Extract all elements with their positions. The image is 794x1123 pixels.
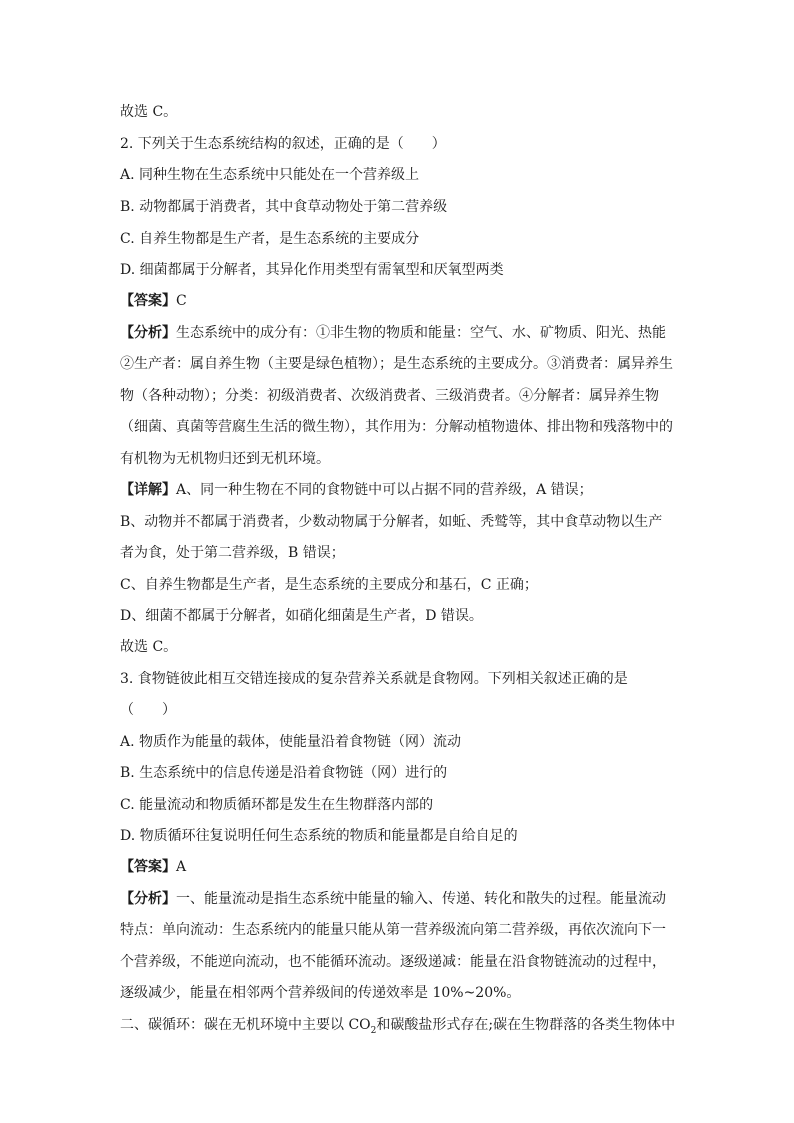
question-2-option-b: B. 动物都属于消费者，其中食草动物处于第二营养级 [120, 199, 448, 215]
question-3-option-a: A. 物质作为能量的载体，使能量沿着食物链（网）流动 [120, 734, 462, 750]
question-2-detail: 者为食，处于第二营养级，B 错误； [120, 545, 345, 561]
section-header: 【答案】 [120, 859, 176, 875]
question-2-answer: 【答案】C [120, 293, 187, 309]
section-header: 【详解】 [120, 482, 176, 498]
question-3-analysis [120, 1016, 680, 1034]
section-header: 【分析】 [120, 325, 176, 341]
question-2-detail: C、自养生物都是生产者，是生态系统的主要成分和基石，C 正确； [120, 577, 538, 593]
question-2-detail: B、动物并不都属于消费者，少数动物属于分解者，如蚯、秃鹫等，其中食草动物以生产 [120, 514, 663, 530]
carbon-cycle-text: 二、碳循环：碳在无机环境中主要以 CO [120, 1017, 371, 1033]
question-3-stem: （ ） [120, 702, 176, 718]
section-header: 【分析】 [120, 891, 176, 907]
question-3-analysis: 特点：单向流动：生态系统内的能量只能从第一营养级流向第二营养级，再依次流向下一 [120, 922, 666, 938]
question-2-stem: 2. 下列关于生态系统结构的叙述，正确的是（ ） [120, 136, 446, 152]
question-2-option-a: A. 同种生物在生态系统中只能处在一个营养级上 [120, 167, 420, 183]
question-2-detail: 【详解】A、同一种生物在不同的食物链中可以占据不同的营养级，A 错误； [120, 482, 593, 498]
question-3-analysis: 【分析】一、能量流动是指生态系统中能量的输入、传递、转化和散失的过程。能量流动 [120, 891, 666, 907]
question-3-answer: 【答案】A [120, 859, 187, 875]
question-2-analysis: （细菌、真菌等营腐生生活的微生物），其作用为：分解动植物遗体、排出物和残落物中的 [120, 419, 673, 435]
question-2-detail: D、细菌不都属于分解者，如硝化细菌是生产者，D 错误。 [120, 608, 483, 624]
question-2-option-d: D. 细菌都属于分解者，其异化作用类型有需氧型和厌氧型两类 [120, 262, 504, 278]
subscript: 2 [370, 1025, 377, 1036]
question-2-analysis: 【分析】生态系统中的成分有：①非生物的物质和能量：空气、水、矿物质、阳光、热能 [120, 325, 666, 341]
carbon-cycle-text: 和碳酸盐形式存在;碳在生物群落的各类生物体中 [376, 1017, 676, 1033]
question-3-analysis: 逐级减少，能量在相邻两个营养级间的传递效率是 10%~20%。 [120, 985, 521, 1001]
question-3-analysis: 个营养级，不能逆向流动，也不能循环流动。逐级递减：能量在沿食物链流动的过程中， [120, 954, 666, 970]
question-3-option-b: B. 生态系统中的信息传递是沿着食物链（网）进行的 [120, 765, 448, 781]
section-header: 【答案】 [120, 293, 176, 309]
choice-conclusion: 故选 C。 [120, 639, 178, 655]
question-3-option-d: D. 物质循环往复说明任何生态系统的物质和能量都是自给自足的 [120, 828, 518, 844]
question-2-option-c: C. 自养生物都是生产者，是生态系统的主要成分 [120, 231, 420, 247]
question-2-analysis: 物（各种动物）；分类：初级消费者、次级消费者、三级消费者。④分解者：属异养生物 [120, 388, 659, 404]
choice-conclusion: 故选 C。 [120, 104, 178, 120]
question-3-option-c: C. 能量流动和物质循环都是发生在生物群落内部的 [120, 797, 434, 813]
question-2-analysis: ②生产者：属自养生物（主要是绿色植物）；是生态系统的主要成分。③消费者：属异养生 [120, 356, 673, 372]
question-2-analysis: 有机物为无机物归还到无机环境。 [120, 451, 330, 467]
question-3-stem: 3. 食物链彼此相互交错连接成的复杂营养关系就是食物网。下列相关叙述正确的是 [120, 671, 628, 687]
